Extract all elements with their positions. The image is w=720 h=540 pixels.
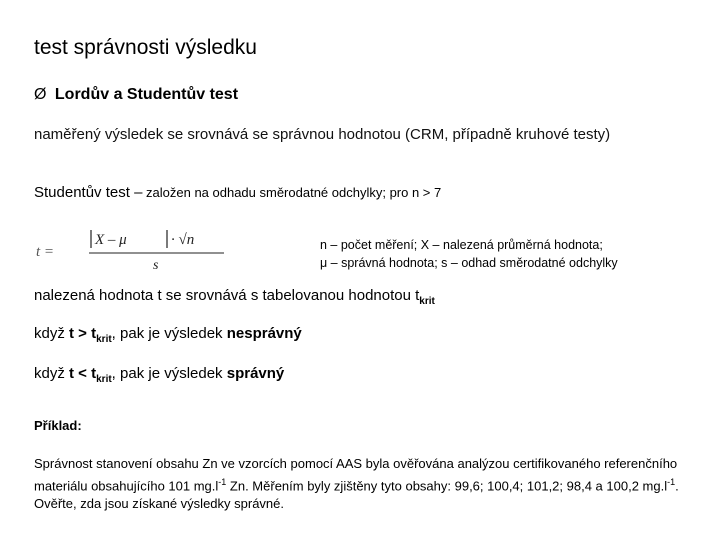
example-text xyxy=(34,455,684,513)
subscript-krit: krit xyxy=(96,374,112,385)
condition-mid: , pak je výsledek xyxy=(111,365,227,382)
superscript-2: -1 xyxy=(667,477,676,487)
student-test-detail: založen na odhadu směrodatné odchylky; pro n > 7 xyxy=(142,185,442,200)
formula-denominator: s xyxy=(153,258,159,273)
condition-pre: když xyxy=(34,325,70,342)
t-formula xyxy=(34,222,229,274)
condition-incorrect xyxy=(34,325,302,345)
subscript-krit: krit xyxy=(96,334,112,345)
bullet-heading xyxy=(34,86,238,104)
condition-mid: , pak je výsledek xyxy=(111,325,227,342)
condition-correct xyxy=(34,365,284,385)
legend-line-2: μ – správná hodnota; s – odhad směrodatné odchylky xyxy=(320,256,618,270)
formula-numerator-b: · √n xyxy=(171,232,195,248)
condition-result: správný xyxy=(226,365,285,382)
page-title: test správnosti výsledku xyxy=(34,36,257,59)
superscript-1: -1 xyxy=(218,477,227,487)
legend-line-1: n – počet měření; X – nalezená průměrná hodnota; xyxy=(320,238,603,252)
example-part-1: Správnost stanovení obsahu Zn ve vzorcích pomocí AAS byla ověřována analýzou certifikovaného referenčního materiálu obsahujícího 101 mg.l xyxy=(34,456,678,494)
condition-expression: t < t xyxy=(69,365,97,382)
formula-legend xyxy=(320,236,618,272)
bullet-heading-text: Lordův a Studentův test xyxy=(54,86,239,103)
comparison-line xyxy=(34,287,435,307)
student-test-label: Studentův test – xyxy=(34,184,143,201)
formula-numerator-a: X – μ xyxy=(95,232,127,248)
example-part-3: . Ověřte, zda jsou získané výsledky správné. xyxy=(34,478,679,512)
formula-lhs: t = xyxy=(36,244,55,260)
comparison-text: nalezená hodnota t se srovnává s tabelovanou hodnotou t xyxy=(34,287,420,304)
description-line: naměřený výsledek se srovnává se správnou hodnotou (CRM, případně kruhové testy) xyxy=(34,126,611,143)
student-test-line xyxy=(34,184,441,201)
condition-expression: t > t xyxy=(69,325,97,342)
condition-pre: když xyxy=(34,365,70,382)
subscript-krit: krit xyxy=(419,296,435,307)
example-part-2: Zn. Měřením byly zjištěny tyto obsahy: 99,6; 100,4; 101,2; 98,4 a 100,2 mg.l xyxy=(226,478,668,494)
example-label: Příklad: xyxy=(34,418,82,433)
arrow-bullet-icon: Ø xyxy=(34,86,47,103)
condition-result: nesprávný xyxy=(226,325,302,342)
